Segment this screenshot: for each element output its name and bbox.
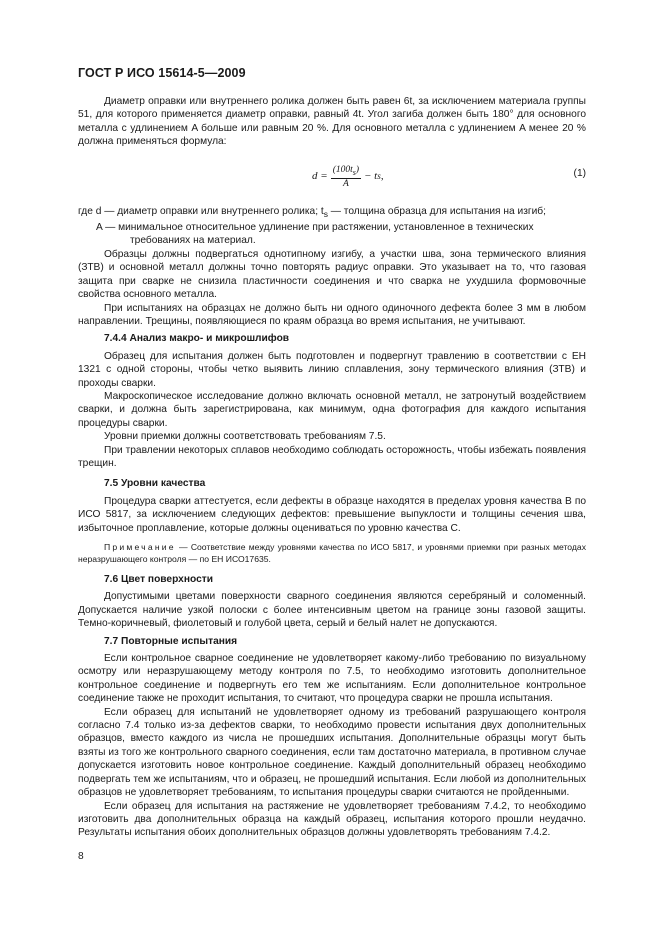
formula-legend <box>78 205 586 248</box>
document-body <box>78 95 586 840</box>
legend-line1-sub: s <box>323 208 328 219</box>
note-text: — Соответствие между уровнями качества по ИСО 5817, и уровнями приемки при разных методах неразрушающего контроля — по ЕН ИСО17635. <box>78 542 586 564</box>
formula-fraction <box>331 165 361 190</box>
formula-number: (1) <box>573 167 586 179</box>
formula-numerator-sub: s <box>352 167 356 177</box>
paragraph-744-1: Образец для испытания должен быть подготовлен и подвергнут травлению в соответствии с ЕН 1321 с одной стороны, чтобы четко выявить линию сплавления, зону термического влияния (ЗТВ) и проходы сварки. <box>78 350 586 389</box>
paragraph-bending: Образцы должны подвергаться однотипному изгибу, а участки шва, зона термического влияния (ЗТВ) и основной металл должны точно повторять радиус оправки. Это указывает на то, что газовая защита при сварке не снизила пластичности соединения и что сварка не ухудшила формовочные свойства основного металла. <box>78 248 586 301</box>
legend-A: A — минимальное относительное удлинение при растяжении, установленное в технических требованиях на материал. <box>96 222 534 247</box>
formula-lhs: d = <box>312 170 328 183</box>
intro-paragraph: Диаметр оправки или внутреннего ролика должен быть равен 6t, за исключением материала группы 51, для которого применяется диаметр оправки, равный 4t. Угол загиба должен быть 180° для основного металла с удлинением A больше или равным 20 %. Для основного металла с удлинением A менее 20 % должна применяться формула: <box>78 96 586 148</box>
paragraph-defects: При испытаниях на образцах не должно быть ни одного одиночного дефекта более 3 мм в любом направлении. Трещины, появляющиеся по краям образца во время испытания, не учитывают. <box>78 302 586 327</box>
formula-numerator-text: (100t <box>332 164 353 175</box>
paragraph-744-2: Макроскопическое исследование должно включать основной металл, не затронутый воздействием сварки, и должна быть зарегистрирована, как минимум, одна фотография для каждого испытания процедуры сварки. <box>78 390 586 429</box>
legend-d-ts <box>78 205 586 221</box>
legend-line1-end: — толщина образца для испытания на изгиб; <box>327 205 546 217</box>
formula-rhs-sub: s <box>377 171 381 182</box>
paragraph-76: Допустимыми цветами поверхности сварного соединения являются серебряный и соломенный. Допускается наличие узкой полоски с более интенсивным цветом на границе зоны газовой защиты. Темно-коричневый, фиолетовый и голубой цвета, серый и белый налет не допускаются. <box>78 591 586 630</box>
formula-rhs-end: , <box>380 170 384 183</box>
formula-expression <box>312 165 384 190</box>
formula-1 <box>78 157 586 197</box>
paragraph-77-2: Если образец для испытаний не удовлетворяет одному из требований разрушающего контроля согласно 7.4 только из-за дефектов сварки, то необходимо провести испытания двух дополнительных образцов, вместо каждого из числа не прошедших испытания. Дополнительные образцы могут быть взяты из того же контрольного сварного соединения, если там достаточно материала, в противном случае допускается изготовить новое контрольное соединение. Каждый дополнительный образец необходимо подвергать тем же испытаниям, что и образец, не прошедший испытания. Если любой из дополнительных образцов не удовлетворяет требованиям, то испытания процедуры сварки считаются не пройденными. <box>78 706 586 799</box>
page-number: 8 <box>78 851 84 862</box>
formula-numerator-end: ) <box>355 164 359 175</box>
standard-header: ГОСТ Р ИСО 15614-5—2009 <box>78 66 246 80</box>
heading-7-7: 7.7 Повторные испытания <box>104 635 238 647</box>
paragraph-77-3: Если образец для испытания на растяжение не удовлетворяет требованиям 7.4.2, то необходимо изготовить два дополнительных образца на каждый образец, испытания которого прошли неудачно. Результаты испытания обоих дополнительных образцов должны удовлетворять требованиям 7.4.2. <box>78 800 586 839</box>
heading-7-4-4: 7.4.4 Анализ макро- и микрошлифов <box>104 333 290 345</box>
note-label: Примечание <box>104 542 176 552</box>
paragraph-77-1: Если контрольное сварное соединение не удовлетворяет какому-либо требованию по визуальному осмотру или неразрушающему методу контроля по 7.5, то необходимо изготовить дополнительное контрольное соединение и подвергнуть его тем же испытаниям. Если дополнительное контрольное соединение также не проходит испытания, то считают, что процедура сварки не прошла испытания. <box>78 653 586 705</box>
paragraph-744-4: При травлении некоторых сплавов необходимо соблюдать осторожность, чтобы избежать появления трещин. <box>78 444 586 469</box>
paragraph-744-3: Уровни приемки должны соответствовать требованиям 7.5. <box>104 431 386 443</box>
formula-numerator <box>331 165 361 179</box>
heading-7-6: 7.6 Цвет поверхности <box>104 574 213 585</box>
paragraph-75: Процедура сварки аттестуется, если дефекты в образце находятся в пределах уровня качества B по ИСО 5817, за исключением следующих дефектов: превышение выпуклости и толщины сечения шва, избыточное проплавление, которые должны оцениваться по уровню качества C. <box>78 495 586 534</box>
legend-line1: где d — диаметр оправки или внутреннего ролика; t <box>78 205 324 217</box>
heading-7-5: 7.5 Уровни качества <box>104 478 206 490</box>
note-7-5 <box>78 541 586 565</box>
formula-denominator: A <box>342 178 349 189</box>
formula-rhs: − t <box>364 170 378 183</box>
